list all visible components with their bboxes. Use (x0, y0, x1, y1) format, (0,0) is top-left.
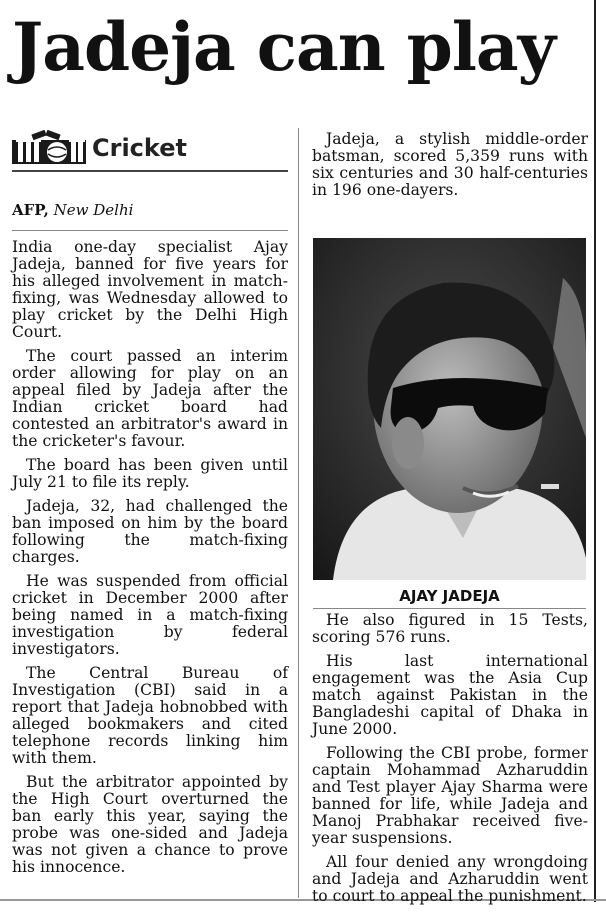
paragraph: The Central Bureau of Investigation (CBI) said in a report that Jadeja hobnobbed with alleged bookmakers and cited telephone records linking him with them. (12, 664, 288, 767)
byline-agency: AFP, (12, 201, 49, 219)
article-column-right-top (312, 131, 588, 206)
player-portrait-image (313, 238, 586, 580)
cricket-stumps-ball-icon (12, 130, 86, 168)
headline: Jadeja can play (12, 8, 556, 86)
paragraph: But the arbitrator appointed by the High Court overturned the ban early this year, saying the probe was one-sided and Jadeja was not given a chance to prove his innocence. (12, 773, 288, 876)
caption-divider (313, 608, 586, 609)
paragraph: His last international engagement was the Asia Cup match against Pakistan in the Bangladeshi capital of Dhaka in June 2000. (312, 652, 588, 738)
paragraph: Jadeja, a stylish middle-order batsman, scored 5,359 runs with six centuries and 30 half-centuries in 196 one-dayers. (312, 130, 588, 199)
byline-divider (12, 230, 288, 231)
column-divider (298, 128, 299, 898)
player-photo (313, 238, 586, 580)
paragraph: The court passed an interim order allowing for play on an appeal filed by Jadeja after the Indian cricket board had contested an arbitrator's award in the cricketer's favour. (12, 347, 288, 450)
paragraph: Following the CBI probe, former captain Mohammad Azharuddin and Test player Ajay Sharma were banned for life, while Jadeja and Manoj Prabhakar received five-year suspensions. (312, 744, 588, 847)
byline-place: New Delhi (53, 201, 134, 219)
paragraph: Jadeja, 32, had challenged the ban imposed on him by the board following the match-fixing charges. (12, 497, 288, 566)
photo-caption: AJAY JADEJA (399, 587, 500, 605)
article-column-left (12, 239, 288, 883)
section-header (12, 128, 288, 172)
paragraph: The board has been given until July 21 to file its reply. (12, 456, 288, 491)
section-divider (12, 170, 288, 172)
paragraph: India one-day specialist Ajay Jadeja, banned for five years for his alleged involvement in match-fixing, was Wednesday allowed to play cricket by the Delhi High Court. (12, 238, 288, 341)
page-border-right (594, 0, 596, 902)
paragraph: All four denied any wrongdoing and Jadeja and Azharuddin went to court to appeal the punishment. (312, 853, 588, 905)
byline (12, 200, 133, 220)
paragraph: He also figured in 15 Tests, scoring 576 runs. (312, 611, 588, 646)
section-label: Cricket (92, 134, 187, 162)
paragraph: He was suspended from official cricket in December 2000 after being named in a match-fixing investigation by federal investigators. (12, 572, 288, 658)
article-column-right-bottom (312, 612, 588, 912)
